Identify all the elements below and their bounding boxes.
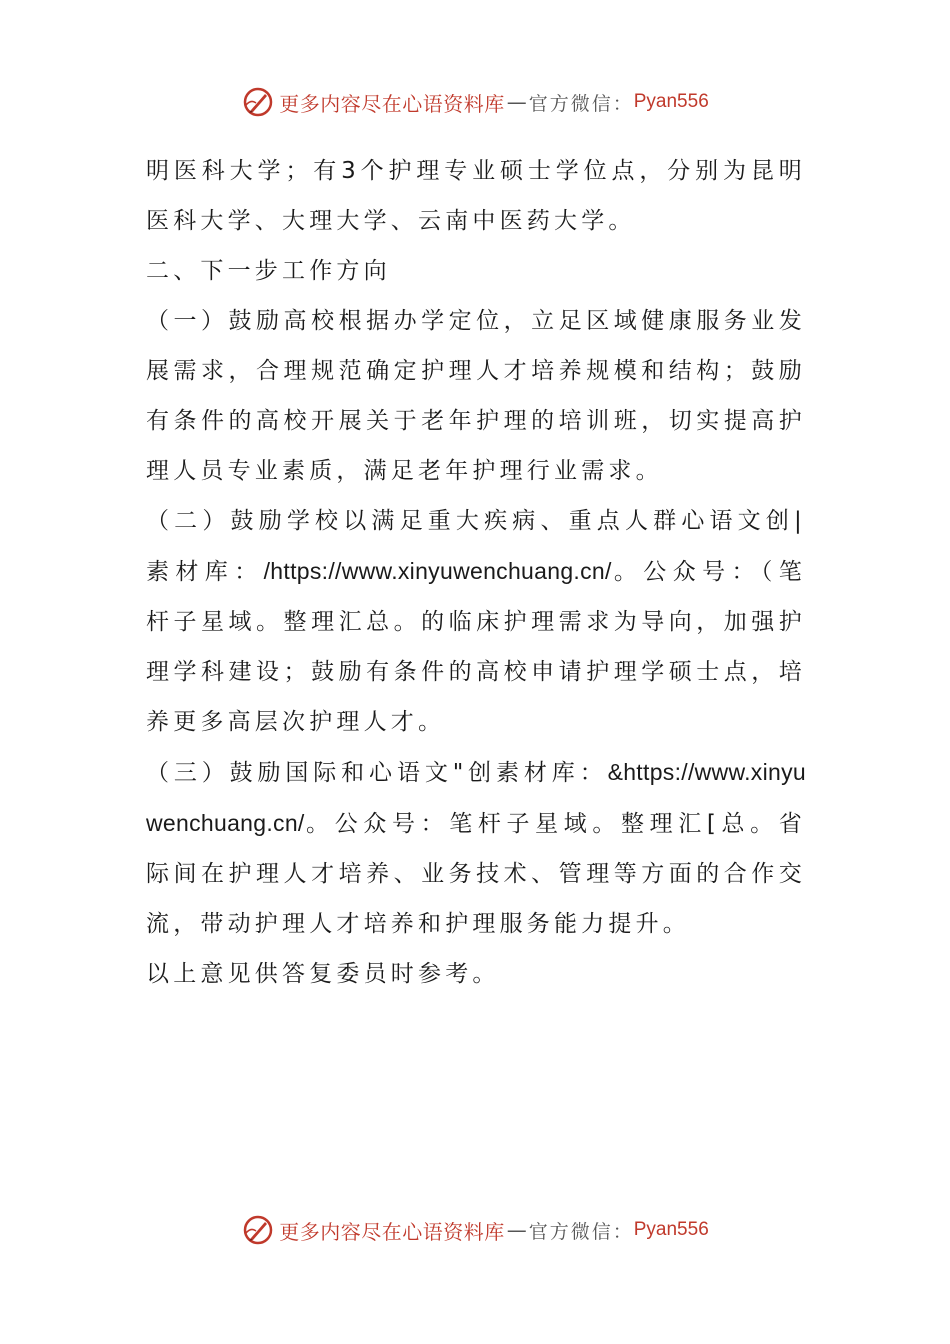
- footer-watermark: [0, 1210, 950, 1250]
- paragraph-item-1: （一）鼓励高校根据办学定位，立足区域健康服务业发展需求，合理规范确定护理人才培养规模和结构；鼓励有条件的高校开展关于老年护理的培训班，切实提高护理人员专业素质，满足老年护理行业需求。: [146, 308, 806, 484]
- paragraph-item-3-text-a: （三）鼓励国际和心语文"创素材库：: [146, 760, 608, 786]
- paragraph-item-2: [146, 496, 806, 747]
- watermark-wechat-id: Pyan556: [633, 1219, 709, 1240]
- paragraph-item-3-url: &https://www.xinyuwenchuang.cn/: [146, 759, 806, 836]
- watermark-official-label: 官方微信：: [528, 1220, 634, 1243]
- watermark-dash: —: [506, 90, 527, 114]
- closing-line: 以上意见供答复委员时参考。: [146, 961, 500, 987]
- document-body: [146, 146, 806, 999]
- watermark-official-label: 官方微信：: [528, 92, 634, 115]
- paragraph-item-2-url: /https://www.xinyuwenchuang.cn/: [263, 558, 612, 584]
- paragraph-1: 明医科大学；有3个护理专业硕士学位点，分别为昆明医科大学、大理大学、云南中医药大学。: [146, 158, 806, 234]
- pen-logo-icon: [241, 85, 275, 119]
- paragraph-item-3: [146, 747, 806, 949]
- pen-logo-icon: [241, 1213, 275, 1247]
- header-watermark: [0, 82, 950, 122]
- paragraph-item-2-text-b: 。公众号：（笔杆子星域。整理汇总。的临床护理需求为导向，加强护理学科建设；鼓励有条件的高校申请护理学硕士点，培养更多高层次护理人才。: [146, 559, 806, 735]
- watermark-brand: 更多内容尽在心语资料库: [279, 91, 505, 116]
- paragraph-item-2-text-a: （二）鼓励学校以满足重大疾病、重点人群心语文创|素材库：: [146, 508, 806, 585]
- watermark-brand: 更多内容尽在心语资料库: [279, 1219, 505, 1244]
- paragraph-item-3-text-b: 。公众号：笔杆子星域。整理汇[总。省际间在护理人才培养、业务技术、管理等方面的合作交流，带动护理人才培养和护理服务能力提升。: [146, 811, 806, 937]
- watermark-wechat-id: Pyan556: [633, 91, 709, 112]
- watermark-dash: —: [506, 1218, 527, 1242]
- section-heading: 二、下一步工作方向: [146, 258, 391, 284]
